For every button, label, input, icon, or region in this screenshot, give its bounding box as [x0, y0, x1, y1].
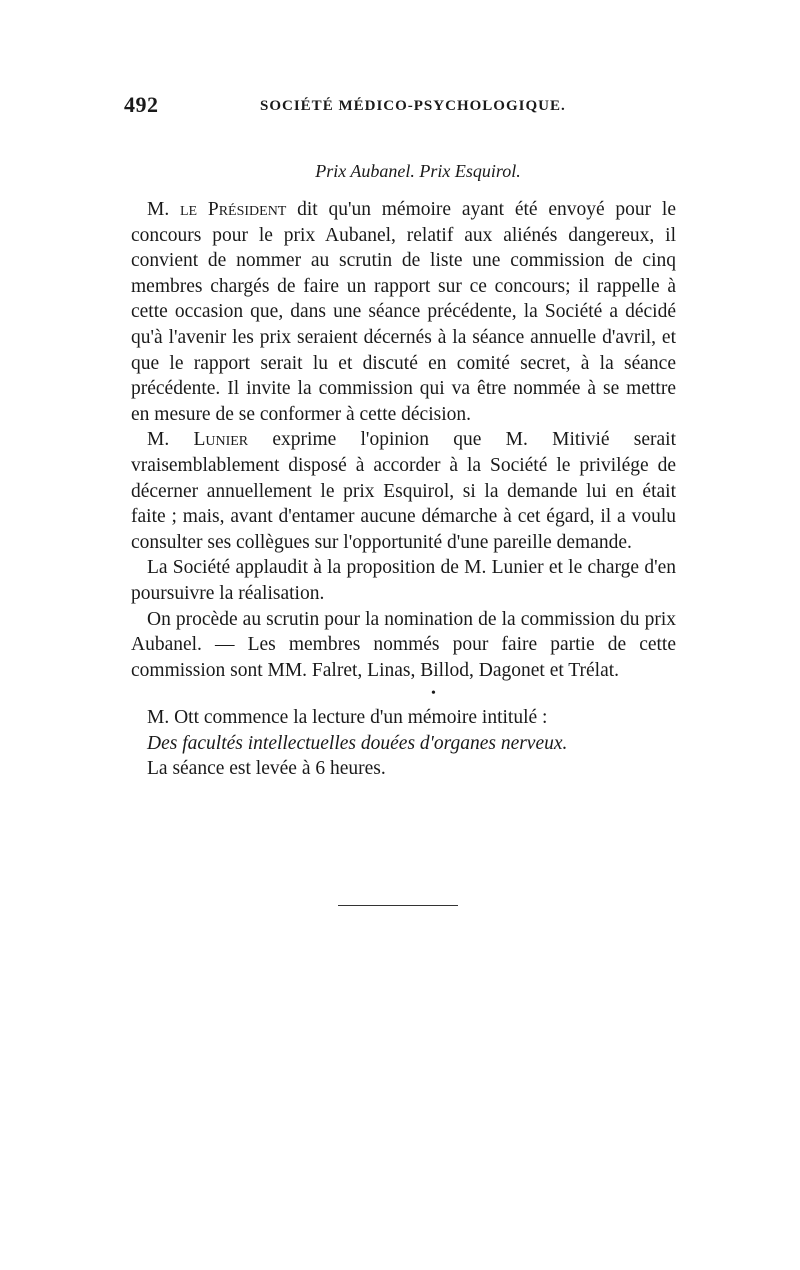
page-header — [124, 92, 684, 122]
section-title: Prix Aubanel. Prix Esquirol. — [315, 161, 521, 181]
separator-dot: • — [431, 686, 436, 702]
paragraph-lunier — [131, 427, 676, 555]
memoir-title: Des facultés intellectuelles douées d'organes nerveux. — [147, 732, 568, 754]
paragraph-president — [131, 197, 676, 427]
paragraph-closing: La séance est levée à 6 heures. — [147, 758, 386, 780]
running-head: SOCIÉTÉ MÉDICO-PSYCHOLOGIQUE. — [260, 98, 566, 114]
paragraph-lunier-text: exprime l'opinion que M. Mitivié serait vraisemblablement disposé à accorder à la Société le privilége de décerner annuellement le prix Esquirol, si la demande lui en était faite ; mais, avant d'entamer aucune démarche à cet égard, il a voulu consulter ses collègues sur l'opportunité d'une pareille demande. — [131, 429, 676, 553]
paragraph-ott: M. Ott commence la lecture d'un mémoire intitulé : — [147, 707, 548, 729]
body-text — [131, 197, 676, 782]
end-rule — [338, 905, 458, 906]
paragraph-scrutin: On procède au scrutin pour la nomination de la commission du prix Aubanel. — Les membres nommés pour faire partie de cette commission sont MM. Falret, Linas, Billod, Dagonet et Trélat. — [131, 608, 676, 681]
paragraph-president-text: dit qu'un mémoire ayant été envoyé pour le concours pour le prix Aubanel, relatif aux aliénés dangereux, il convient de nommer au scrutin de liste une commission de cinq membres chargés de faire un rapport sur ce concours; il rappelle à cette occasion que, dans une séance précédente, la Société a décidé qu'à l'avenir les prix seraient décernés à la séance annuelle d'avril, et que le rapport serait lu et discuté en comité secret, à la séance précédente. Il invite la commission qui va être nommée à se mettre en mesure de se conformer à cette décision. — [131, 199, 676, 425]
speaker-president: M. le Président — [147, 199, 287, 220]
paragraph-applause: La Société applaudit à la proposition de M. Lunier et le charge d'en poursuivre la réalisation. — [131, 557, 676, 604]
speaker-lunier: M. Lunier — [147, 429, 249, 451]
page-number: 492 — [124, 92, 159, 117]
